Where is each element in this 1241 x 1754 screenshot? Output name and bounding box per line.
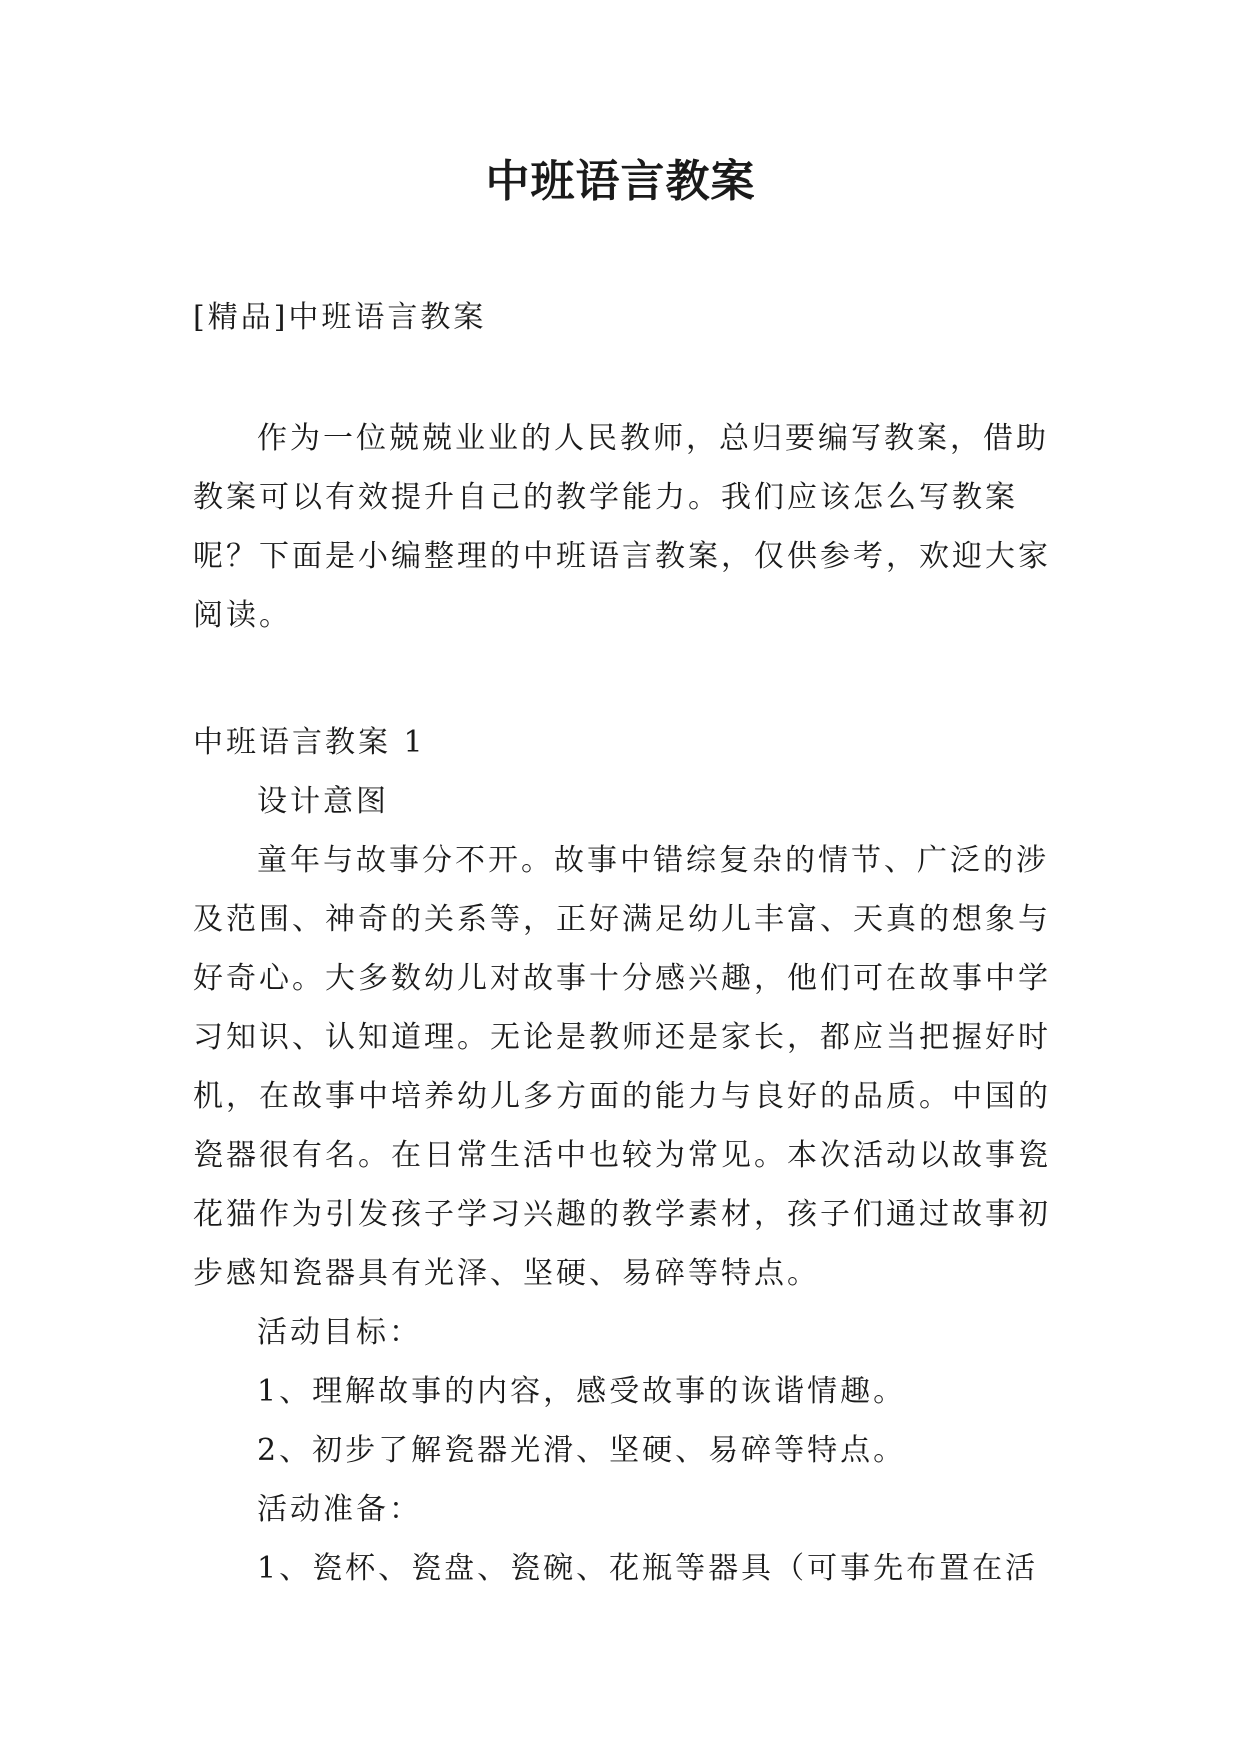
design-paragraph bbox=[193, 831, 1053, 1303]
document-title: 中班语言教案 bbox=[485, 156, 756, 207]
design-heading: 设计意图 bbox=[257, 784, 389, 819]
paragraph-line: 机，在故事中培养幼儿多方面的能力与良好的品质。中国的 bbox=[193, 1079, 1051, 1114]
paragraph-line: 习知识、认知道理。无论是教师还是家长，都应当把握好时 bbox=[193, 1020, 1051, 1055]
paragraph-line: 好奇心。大多数幼儿对故事十分感兴趣，他们可在故事中学 bbox=[193, 961, 1051, 996]
document-body bbox=[193, 288, 1053, 1598]
prep-heading: 活动准备： bbox=[257, 1492, 422, 1527]
spacer bbox=[193, 645, 1053, 713]
spacer bbox=[193, 347, 1053, 409]
paragraph-line: 作为一位兢兢业业的人民教师，总归要编写教案，借助 bbox=[257, 421, 1049, 456]
paragraph-line: 童年与故事分不开。故事中错综复杂的情节、广泛的涉 bbox=[257, 843, 1049, 878]
paragraph-line: 教案可以有效提升自己的教学能力。我们应该怎么写教案 bbox=[193, 480, 1018, 515]
document-subtitle: [精品]中班语言教案 bbox=[193, 300, 487, 335]
paragraph-line: 阅读。 bbox=[193, 598, 292, 633]
paragraph-line: 瓷器很有名。在日常生活中也较为常见。本次活动以故事瓷 bbox=[193, 1138, 1051, 1173]
paragraph-line: 花猫作为引发孩子学习兴趣的教学素材，孩子们通过故事初 bbox=[193, 1197, 1051, 1232]
paragraph-line: 及范围、神奇的关系等，正好满足幼儿丰富、天真的想象与 bbox=[193, 902, 1051, 937]
section-heading: 中班语言教案 1 bbox=[193, 725, 426, 760]
goals-heading: 活动目标： bbox=[257, 1315, 422, 1350]
prep-item: 1、瓷杯、瓷盘、瓷碗、花瓶等器具（可事先布置在活 bbox=[257, 1551, 1039, 1586]
goal-item: 2、初步了解瓷器光滑、坚硬、易碎等特点。 bbox=[257, 1433, 907, 1468]
paragraph-line: 呢？下面是小编整理的中班语言教案，仅供参考，欢迎大家 bbox=[193, 539, 1051, 574]
intro-paragraph bbox=[193, 409, 1053, 645]
paragraph-line: 步感知瓷器具有光泽、坚硬、易碎等特点。 bbox=[193, 1256, 820, 1291]
goal-item: 1、理解故事的内容，感受故事的诙谐情趣。 bbox=[257, 1374, 907, 1409]
